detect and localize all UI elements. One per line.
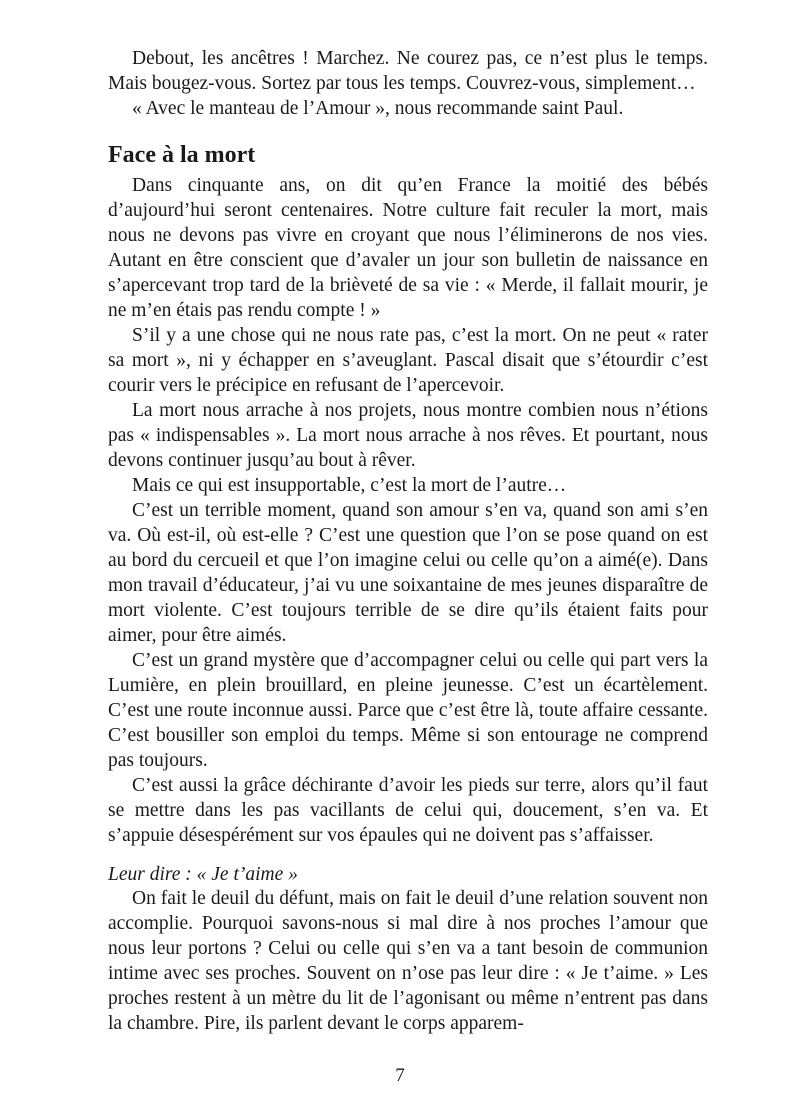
section-paragraph-1: Dans cinquante ans, on dit qu’en France la moitié des bébés d’aujourd’hui seront centenaires. Notre culture fait reculer la mort, mais nous ne devons pas vivre en croyant que nous l’éliminerons de nos vies. Autant en être conscient que d’avaler un jour son bulletin de naissance en s’apercevant trop tard de la brièveté de sa vie : « Merde, il fallait mourir, je ne m’en étais pas rendu compte ! » — [108, 175, 708, 321]
section-heading: Face à la mort — [108, 142, 256, 168]
intro-text-block — [108, 46, 708, 121]
section-paragraph-7: C’est aussi la grâce déchirante d’avoir les pieds sur terre, alors qu’il faut se mettre dans les pas vacillants de celui qui, doucement, s’en va. Et s’appuie désespérément sur vos épaules qui ne doivent pas s’affaisser. — [108, 775, 708, 846]
section-paragraph-6: C’est un grand mystère que d’accompagner celui ou celle qui part vers la Lumière, en plein brouillard, en pleine jeunesse. C’est un écartèlement. C’est une route inconnue aussi. Parce que c’est être là, toute affaire cessante. C’est bousiller son emploi du temps. Même si son entourage ne comprend pas toujours. — [108, 650, 708, 771]
sub-heading: Leur dire : « Je t’aime » — [108, 864, 298, 885]
sub-paragraph-1: On fait le deuil du défunt, mais on fait le deuil d’une relation souvent non accomplie. Pourquoi savons-nous si mal dire à nos proches l’amour que nous leur portons ? Celui ou celle qui s’en va a tant besoin de communion intime avec ses proches. Souvent on n’ose pas leur dire : « Je t’aime. » Les proches restent à un mètre du lit de l’agonisant ou même n’entrent pas dans la chambre. Pire, ils parlent devant le corps apparem- — [108, 888, 708, 1034]
section-paragraph-5: C’est un terrible moment, quand son amour s’en va, quand son ami s’en va. Où est-il, où est-elle ? C’est une question que l’on se pose quand on est au bord du cercueil et que l’on imagine celui ou celle qu’on a aimé(e). Dans mon travail d’éducateur, j’ai vu une soixantaine de mes jeunes disparaître de mort violente. C’est toujours terrible de se dire qu’ils étaient faits pour aimer, pour être aimés. — [108, 500, 708, 646]
sub-section-text-block — [108, 886, 708, 1036]
intro-paragraph-1: Debout, les ancêtres ! Marchez. Ne courez pas, ce n’est plus le temps. Mais bougez-vous. Sortez par tous les temps. Couvrez-vous, simplement… — [108, 48, 708, 94]
section-paragraph-4: Mais ce qui est insupportable, c’est la mort de l’autre… — [132, 475, 567, 496]
section-paragraph-2: S’il y a une chose qui ne nous rate pas, c’est la mort. On ne peut « rater sa mort », ni y échapper en s’aveuglant. Pascal disait que s’étourdir c’est courir vers le précipice en refusant de l’apercevoir. — [108, 325, 708, 396]
section-text-block — [108, 173, 708, 848]
page-number: 7 — [395, 1065, 405, 1086]
section-paragraph-3: La mort nous arrache à nos projets, nous montre combien nous n’étions pas « indispensables ». La mort nous arrache à nos rêves. Et pourtant, nous devons continuer jusqu’au bout à rêver. — [108, 400, 708, 471]
intro-paragraph-2: « Avec le manteau de l’Amour », nous recommande saint Paul. — [132, 98, 624, 119]
